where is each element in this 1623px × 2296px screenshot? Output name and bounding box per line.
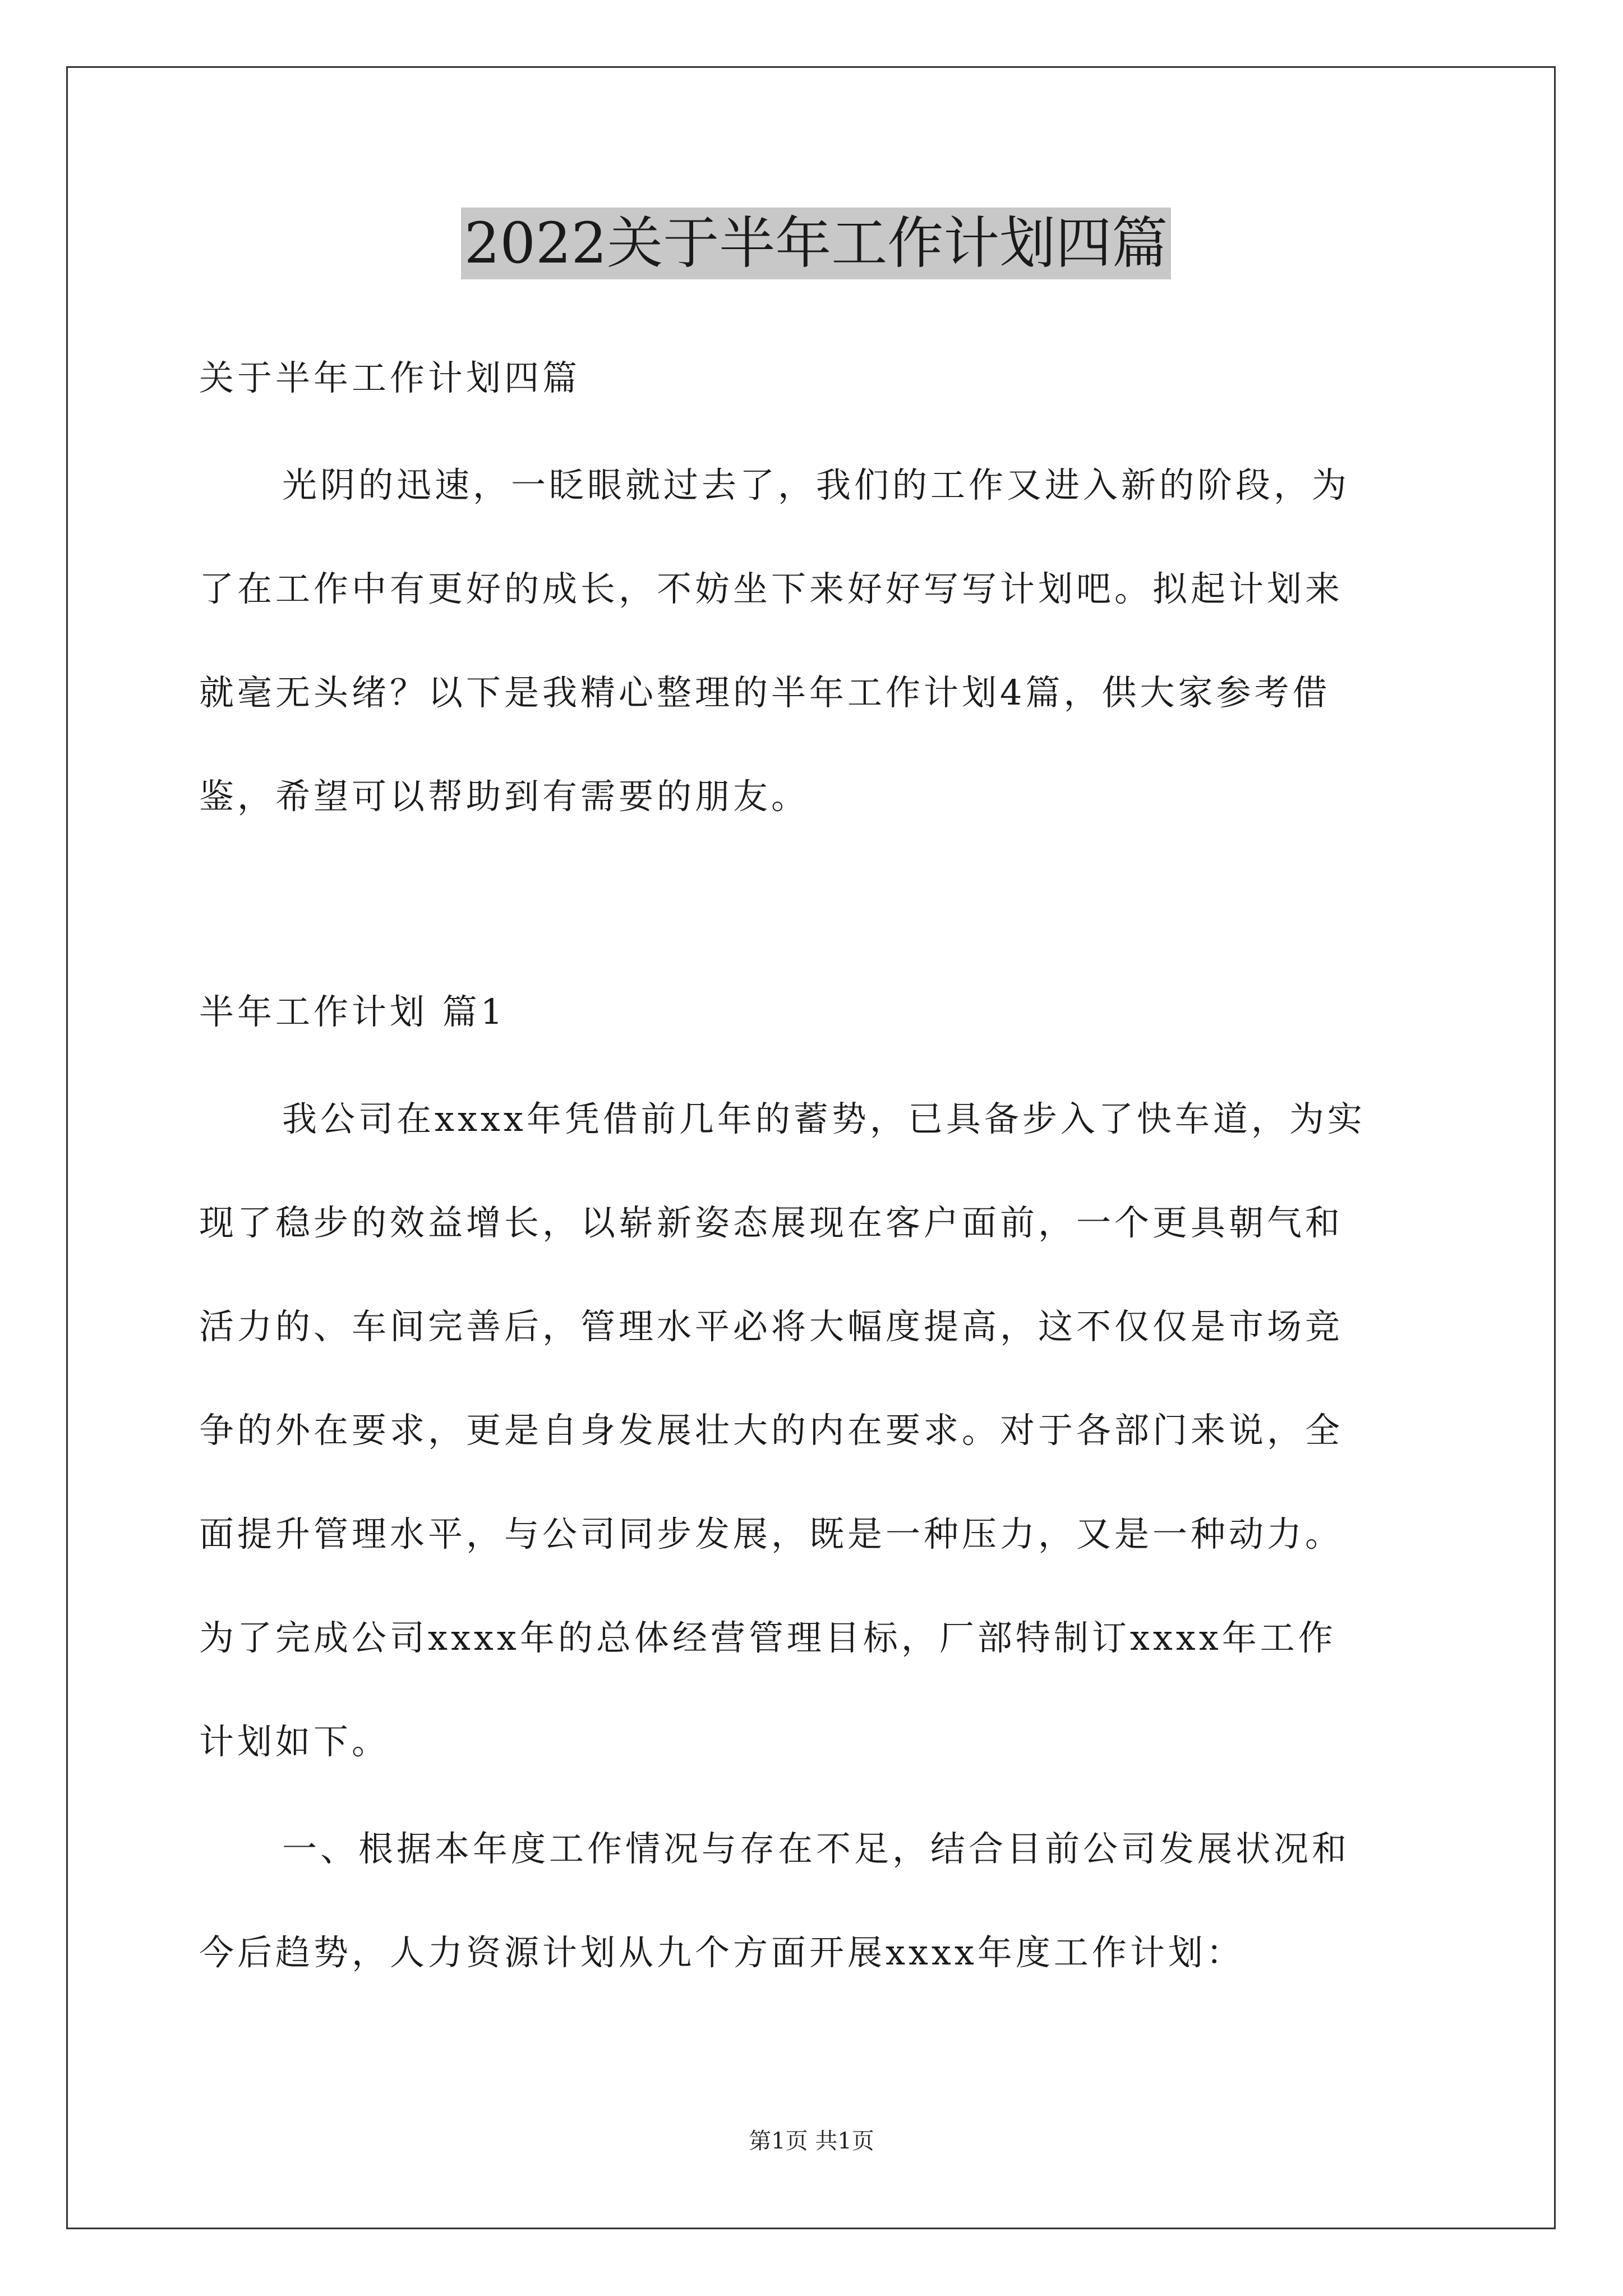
intro-line: 就毫无头绪？以下是我精心整理的半年工作计划4篇，供大家参考借 [199,672,1331,713]
intro-line: 光阴的迅速，一眨眼就过去了，我们的工作又进入新的阶段，为 [282,464,1350,505]
point-line: 一、根据本年度工作情况与存在不足，结合目前公司发展状况和 [282,1828,1350,1869]
document-title: 2022关于半年工作计划四篇 [461,208,1172,279]
title-wrap [199,208,1433,279]
page-indicator: 第1页 共1页 [749,2128,874,2154]
section-line: 计划如下。 [199,1721,390,1762]
section-line: 争的外在要求，更是自身发展壮大的内在要求。对于各部门来说，全 [199,1410,1344,1451]
section-line: 活力的、车间完善后，管理水平必将大幅度提高，这不仅仅是市场竞 [199,1306,1344,1347]
intro-line: 了在工作中有更好的成长，不妨坐下来好好写写计划吧。拟起计划来 [199,568,1344,609]
intro-line: 鉴，希望可以帮助到有需要的朋友。 [199,776,810,817]
section-line: 为了完成公司xxxx年的总体经营管理目标，厂部特制订xxxx年工作 [199,1617,1336,1658]
point-line: 今后趋势，人力资源计划从九个方面开展xxxx年度工作计划： [199,1932,1244,1973]
section-heading: 半年工作计划 篇1 [199,991,506,1032]
document-subtitle: 关于半年工作计划四篇 [199,357,581,398]
section-line: 我公司在xxxx年凭借前几年的蓄势，已具备步入了快车道，为实 [282,1098,1366,1139]
section-line: 现了稳步的效益增长，以崭新姿态展现在客户面前，一个更具朝气和 [199,1202,1344,1243]
section-line: 面提升管理水平，与公司同步发展，既是一种压力，又是一种动力。 [199,1513,1344,1554]
